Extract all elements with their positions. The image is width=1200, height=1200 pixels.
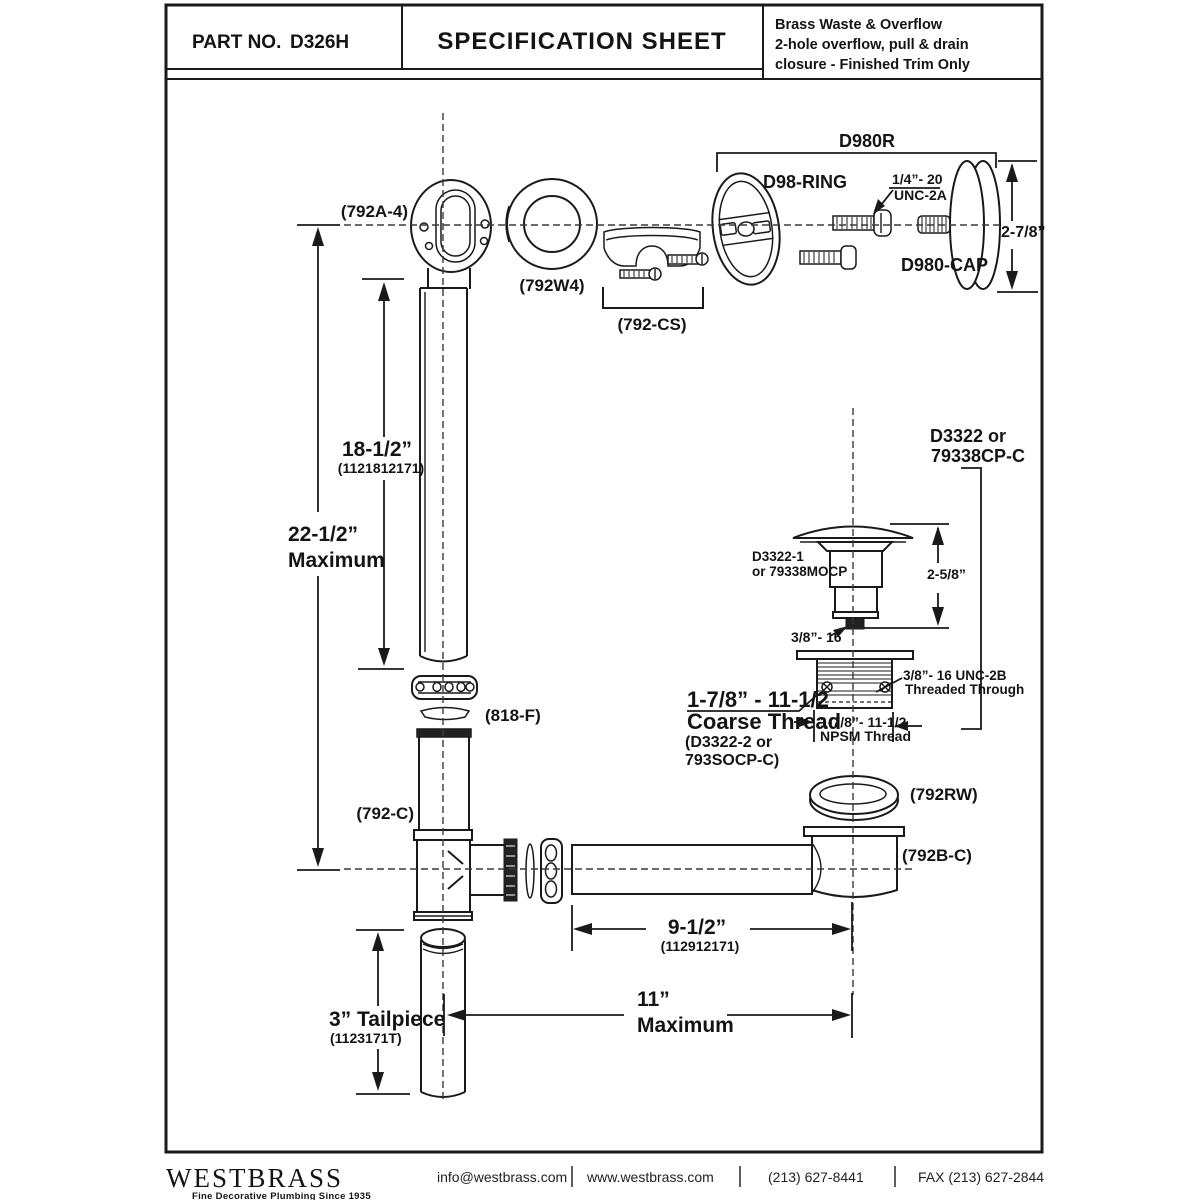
- mounting-screws: [800, 210, 891, 269]
- face-washer: [506, 179, 597, 269]
- slip-joint-washer: [421, 708, 469, 720]
- product-description-line3: closure - Finished Trim Only: [775, 57, 970, 73]
- footer-fax: FAX (213) 627-2844: [918, 1169, 1045, 1185]
- dim-max-width-line2: Maximum: [637, 1014, 734, 1037]
- label-cap: D980-CAP: [901, 255, 989, 275]
- dim-overflow-tube-length: 18-1/2”: [341, 438, 413, 461]
- dim-max-width-line1: 11”: [637, 988, 670, 1011]
- brand-tagline: Fine Decorative Plumbing Since 1935: [192, 1191, 371, 1200]
- overflow-head-flange: [411, 180, 491, 272]
- dim-stopper-height: 2-5/8”: [927, 566, 966, 582]
- footer-website: www.westbrass.com: [587, 1169, 714, 1185]
- label-slip-joint-washer: (818-F): [485, 706, 541, 725]
- dim-horizontal-part: (112912171): [660, 938, 740, 954]
- product-description-line2: 2-hole overflow, pull & drain: [775, 37, 969, 53]
- label-stopper-line1: D3322-1: [752, 549, 804, 564]
- label-rubber-washer: (792RW): [910, 785, 978, 804]
- dim-overflow-tube-part: (1121812171): [337, 460, 425, 476]
- label-overflow-ring: D98-RING: [763, 172, 848, 192]
- part-no-label: PART NO.: [192, 32, 282, 53]
- footer-email: info@westbrass.com: [437, 1169, 568, 1185]
- label-clip-screw-set: (792-CS): [617, 315, 687, 334]
- slip-nut-upper: [412, 676, 477, 699]
- label-screw-thread-line1: 1/4”- 20: [892, 171, 943, 187]
- label-waste-elbow: (792B-C): [902, 846, 972, 865]
- label-npsm-line2: NPSM Thread: [820, 728, 912, 744]
- dim-cap-height: 2-7/8”: [1001, 224, 1046, 241]
- label-coarse-line4: 793SOCP-C): [685, 752, 780, 769]
- dim-horizontal-length: 9-1/2”: [667, 916, 727, 939]
- label-npsm-line1: 1-7/8”- 11-1/2: [820, 714, 907, 730]
- clip-and-screws: [603, 228, 708, 309]
- dim-max-height-line1: 22-1/2”: [288, 523, 359, 546]
- label-screw-thread-line2: UNC-2A: [894, 187, 947, 203]
- label-coarse-line3: (D3322-2 or: [685, 734, 773, 751]
- part-no-value: D326H: [290, 32, 350, 53]
- product-description-line1: Brass Waste & Overflow: [775, 17, 943, 33]
- waste-tee: [414, 830, 562, 920]
- dim-max-height-line2: Maximum: [288, 549, 385, 572]
- brand-logo: WESTBRASS: [166, 1163, 344, 1193]
- label-coarse-line1: 1-7/8” - 11-1/2: [687, 687, 829, 712]
- header: [192, 17, 970, 73]
- footer-phone: (213) 627-8441: [768, 1169, 864, 1185]
- label-stopper-stud-thread: 3/8”- 16: [791, 629, 842, 645]
- footer: [166, 1163, 1044, 1200]
- label-drain-line2: 79338CP-C: [931, 446, 1026, 466]
- label-strainer-thread-line1: 3/8”- 16 UNC-2B: [903, 668, 1007, 683]
- label-strainer-thread-line2: Threaded Through: [905, 682, 1025, 697]
- dim-tailpiece-line2: (1123171T): [330, 1030, 402, 1046]
- label-face-washer: (792W4): [519, 276, 585, 295]
- label-stopper-line2: or 79338MOCP: [752, 564, 848, 579]
- waste-tube-792c: [417, 729, 471, 830]
- dim-tailpiece-line1: 3” Tailpiece: [329, 1008, 446, 1031]
- label-waste-tube: (792-C): [356, 804, 414, 823]
- waste-elbow: [804, 827, 904, 897]
- overflow-tube: [420, 268, 470, 662]
- label-drain-line1: D3322 or: [930, 426, 1007, 446]
- label-coarse-line2: Coarse Thread: [687, 709, 842, 734]
- label-ring-cap-assembly: D980R: [838, 131, 896, 151]
- sheet-title: SPECIFICATION SHEET: [437, 28, 727, 55]
- label-overflow-head: (792A-4): [340, 202, 408, 221]
- rubber-washer: [810, 776, 898, 820]
